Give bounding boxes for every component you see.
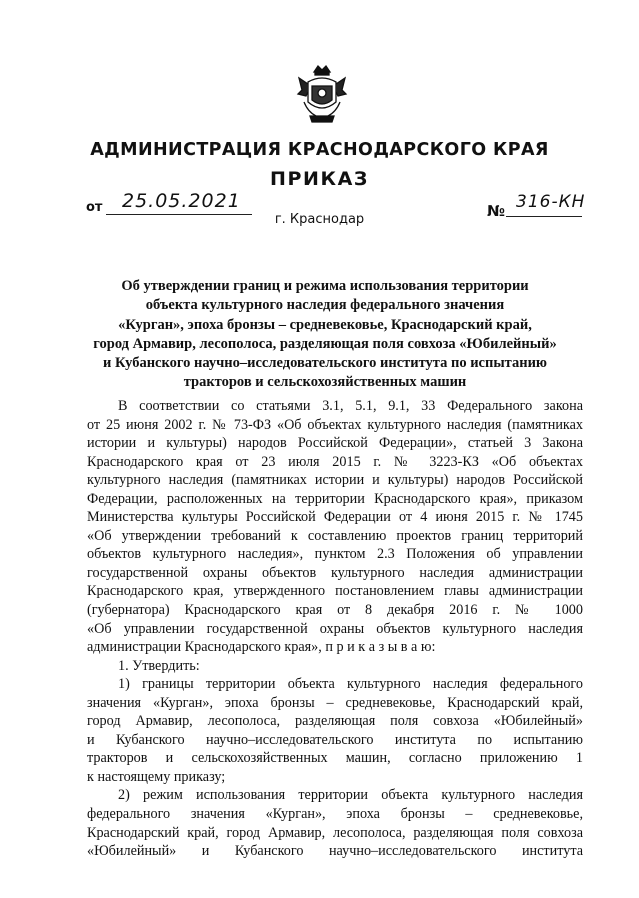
title-line: и Кубанского научно–исследовательского института по испытанию [103, 355, 547, 372]
title-line: Об утверждении границ и режима использования территории [121, 278, 529, 294]
body-line: тракторов и сельскохозяйственных машин, согласно приложению 1 [87, 750, 583, 767]
body-line: «Об утверждении требований к составлению проектов границ территорий [87, 527, 583, 544]
body-line: Министерства культуры Российской Федерации от 4 июня 2015 г. № 1745 [87, 509, 583, 526]
body-line: Краснодарского края, утвержденного постановлением главы администрации [87, 583, 583, 600]
body-line: 1) границы территории объекта культурного наследия федерального [118, 676, 583, 693]
handwritten-number: 316-КН [516, 192, 586, 212]
body-line: Краснодарского края от 23 июля 2015 г. № 3223-КЗ «Об объектах [87, 453, 583, 470]
body-line: федерального значения «Курган», эпоха бронзы – средневековье, [87, 806, 583, 823]
item-1-1 [87, 675, 583, 786]
document-body [87, 397, 583, 861]
item-1: 1. Утвердить: [118, 657, 200, 674]
paragraph-preamble [87, 397, 583, 657]
body-line: к настоящему приказу; [87, 768, 226, 785]
coat-of-arms-emblem [296, 62, 348, 126]
body-line: государственной охраны объектов культурного наследия администрации [87, 564, 583, 581]
body-line: от 25 июня 2002 г. № 73-ФЗ «Об объектах культурного наследия (памятниках [87, 416, 583, 433]
body-line: и Кубанского научно–исследовательского института по испытанию [87, 731, 583, 748]
body-line: 2) режим использования территории объекта культурного наследия [118, 787, 583, 804]
body-line: Краснодарский край, город Армавир, лесополоса, разделяющая поля совхоза [87, 824, 583, 841]
title-line: «Курган», эпоха бронзы – средневековье, Краснодарский край, [118, 316, 532, 333]
organization-name: АДМИНИСТРАЦИЯ КРАСНОДАРСКОГО КРАЯ [90, 140, 549, 160]
body-line: объектов культурного наследия», пунктом 2.3 Положения об управлении [87, 546, 583, 563]
body-line: значения «Курган», эпоха бронзы – средневековье, Краснодарский край, [87, 694, 583, 711]
body-line: культурного наследия (памятниках истории и культуры) народов Российской [87, 472, 583, 489]
document-title [86, 277, 564, 393]
body-line: «Юбилейный» и Кубанского научно–исследовательского института [87, 843, 583, 860]
number-label: № [487, 202, 506, 220]
body-line: «Об управлении государственной охраны объектов культурного наследия [87, 620, 583, 637]
body-line: (губернатора) Краснодарского края от 8 декабря 2016 г. № 1000 [87, 602, 583, 619]
item-1-2 [87, 786, 583, 860]
document-type: ПРИКАЗ [269, 168, 370, 190]
title-line: город Армавир, лесополоса, разделяющая поля совхоза «Юбилейный» [93, 335, 557, 352]
city: г. Краснодар [274, 212, 365, 227]
title-line: объекта культурного наследия федерального значения [145, 297, 505, 314]
handwritten-date: 25.05.2021 [122, 190, 241, 212]
body-line: администрации Краснодарского края», п р и к а з ы в а ю: [87, 639, 436, 656]
title-line: тракторов и сельскохозяйственных машин [183, 374, 467, 391]
body-line: истории и культуры) народов Российской Федерации», статьей 3 Закона [87, 435, 583, 452]
body-line: Федерации, расположенных на территории Краснодарского края», приказом [87, 490, 583, 507]
body-line: город Армавир, лесополоса, разделяющая поля совхоза «Юбилейный» [87, 713, 583, 730]
date-label: от [86, 200, 103, 215]
body-line: В соответствии со статьями 3.1, 5.1, 9.1, 33 Федерального закона [118, 398, 583, 414]
